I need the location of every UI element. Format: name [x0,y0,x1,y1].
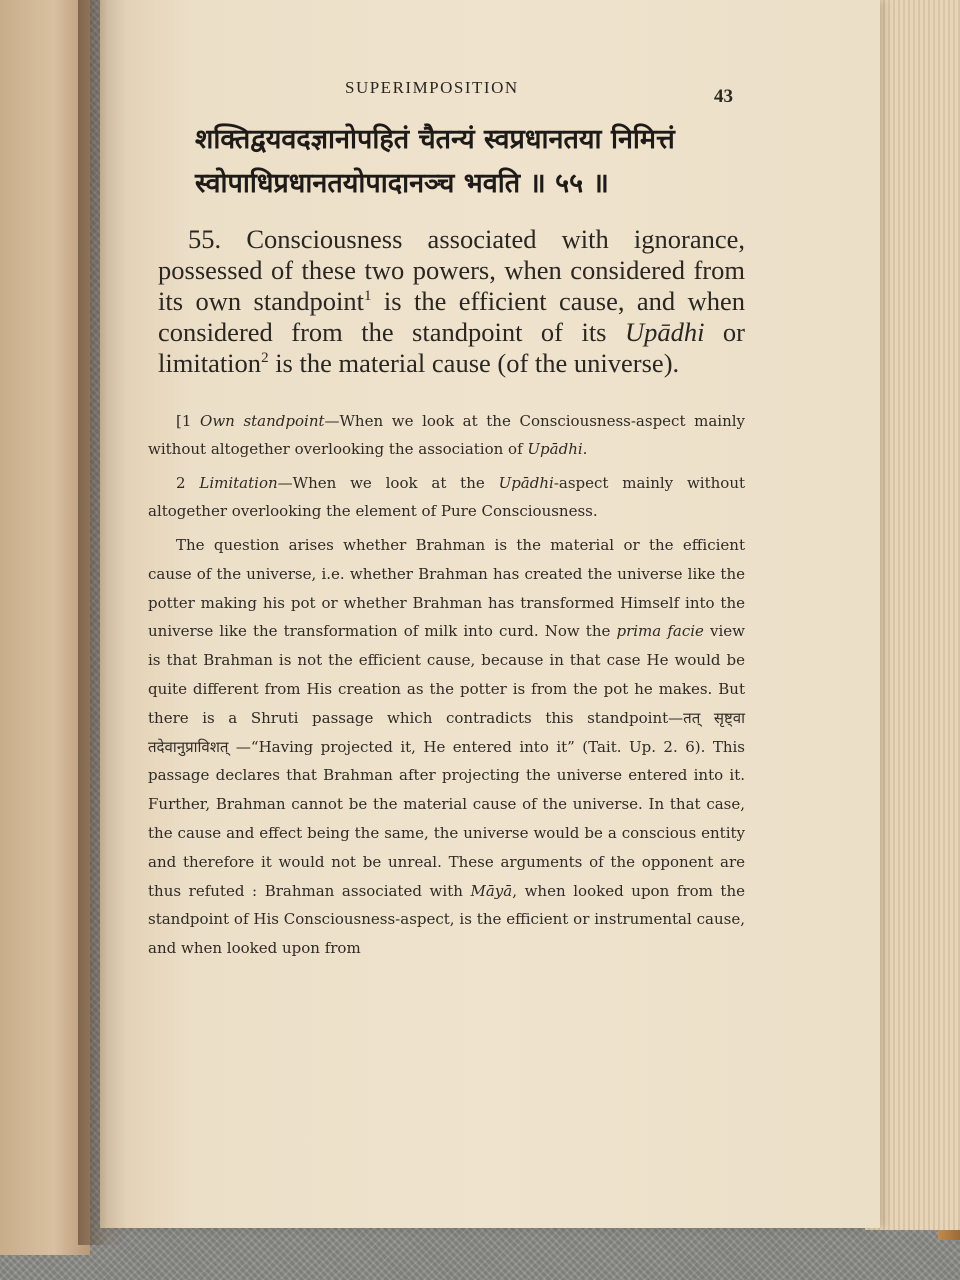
page-content [145,70,745,963]
running-head [145,70,745,110]
commentary-shruti-quote: तत् सृष्ट्वा तदेवानुप्राविशत् [148,708,745,756]
footnote-2-upadhi: Upādhi [498,474,554,492]
verse-text-part-1: Consciousness associated with ignorance, possessed of these two powers, when considered from its own standpoint [158,224,746,316]
footnote-marker-1: 1 [363,288,372,304]
book-gutter-shadow [78,0,128,1245]
page-number: 43 [714,86,733,107]
commentary [148,531,745,963]
footnote-2-text-2: -aspect mainly without altogether overlooking the element of Pure Consciousness. [148,474,746,520]
footnote-2-prefix: 2 [176,474,200,492]
verse-text-part-2: is the efficient cause, and when considered from the standpoint of its [158,286,745,347]
commentary-maya-term: Māyā [470,881,513,900]
footnote-2-term: Limitation [199,474,278,492]
commentary-prima-facie: prima facie [616,622,704,641]
footnote-2 [148,469,745,525]
commentary-part-3: —“Having projected it, He entered into it” (Tait. Up. 2. 6). This passage declares that Brahman after projecting the universe entered into it. Further, Brahman cannot be the material cause of the universe. In that case, the cause and effect being the same, the universe would be a conscious entity and therefore it would not be unreal. These arguments of the opponent are thus refuted : Brahman associated with [148,737,745,900]
commentary-part-4: , when looked upon from the standpoint of His Consciousness-aspect, is the efficient or instrumental cause, and when looked upon from [148,881,745,958]
verse-translation [158,224,745,379]
footnote-1-prefix: [1 [176,412,201,430]
footnotes [148,407,745,525]
footnote-1-end: Upādhi. [527,440,588,458]
footnote-1 [148,407,745,463]
commentary-part-2: view is that Brahman is not the efficient cause, because in that case He would be quite different from His creation as the potter is from the pot he makes. But there is a Shruti passage which contradicts this standpoint— [148,622,745,727]
footnote-1-text: —When we look at the Consciousness-aspect mainly without altogether overlooking the association of [148,412,745,458]
commentary-paragraph [148,531,745,963]
footnote-1-term: Own standpoint [200,412,325,430]
running-title: SUPERIMPOSITION [345,78,519,97]
verse-text-part-4: is the material cause (of the universe). [268,348,680,378]
sanskrit-line-2: स्वोपाधिप्रधानतयोपादानञ्च भवति ॥ ५५ ॥ [195,168,609,199]
left-facing-page [0,0,90,1255]
verse-upadhi-term: Upādhi [624,317,705,347]
verse-number: 55. [188,224,222,254]
sanskrit-line-1: शक्तिद्वयवदज्ञानोपहितं चैतन्यं स्वप्रधानतया निमित्तं [195,124,675,155]
sanskrit-verse [195,118,745,206]
footnote-2-text-1: —When we look at the [277,474,499,492]
footnote-marker-2: 2 [261,350,269,366]
commentary-part-1: The question arises whether Brahman is the material or the efficient cause of the universe, i.e. whether Brahman has created the universe like the potter making his pot or whether Brahman has transformed Himself into the universe like the transformation of milk into curd. Now the [148,536,745,641]
verse-text-part-3: or limitation [158,317,746,378]
